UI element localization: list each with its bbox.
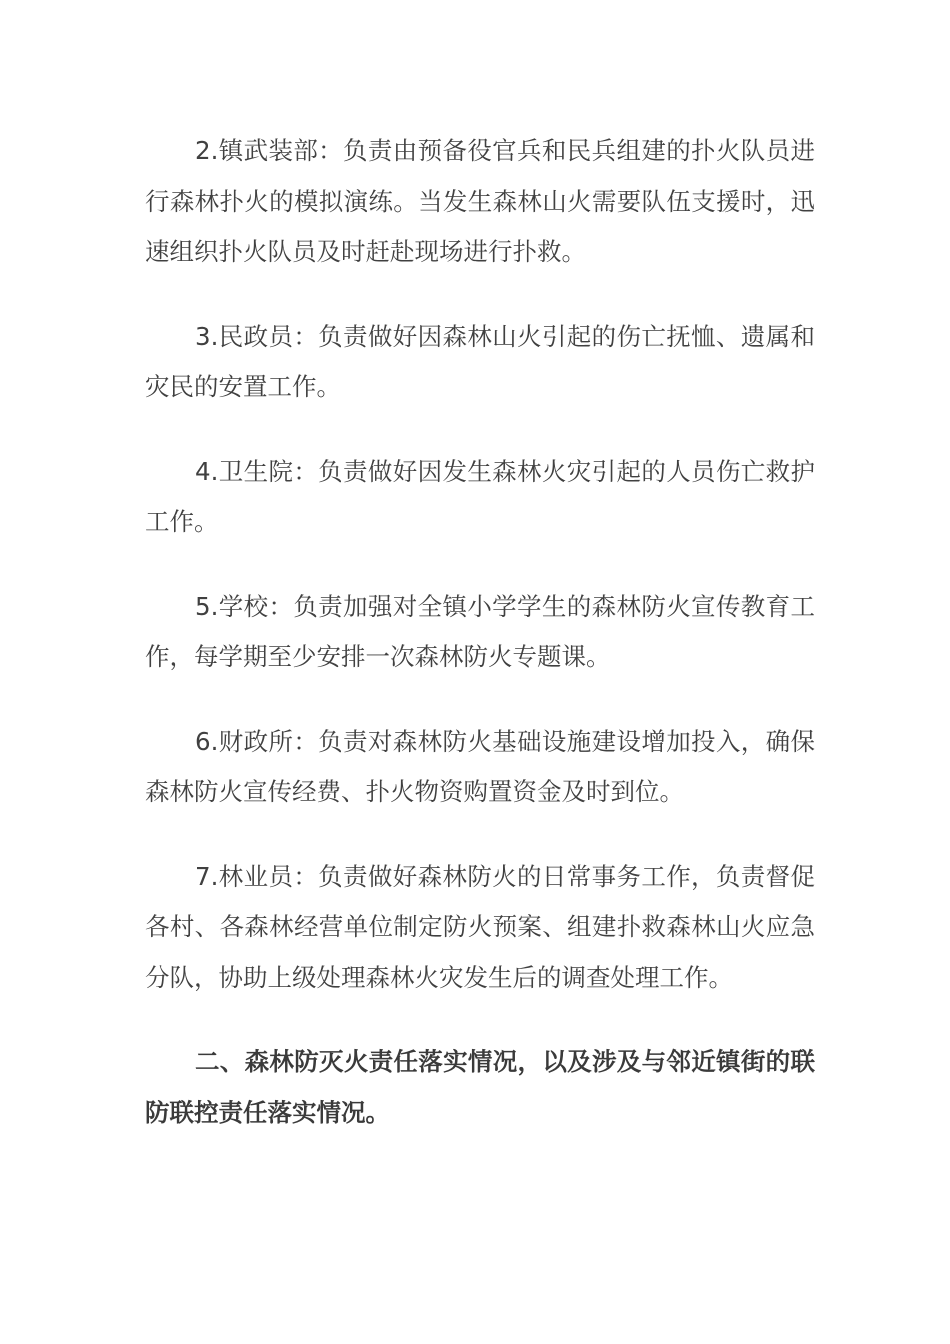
paragraph-finance-office: 6.财政所：负责对森林防火基础设施建设增加投入，确保森林防火宣传经费、扑火物资购置资金及时到位。 (145, 726, 815, 806)
document-body (145, 126, 815, 1172)
paragraph-civil-affairs-officer: 3.民政员：负责做好因森林山火引起的伤亡抚恤、遗属和灾民的安置工作。 (145, 321, 815, 401)
paragraph-school: 5.学校：负责加强对全镇小学学生的森林防火宣传教育工作，每学期至少安排一次森林防火专题课。 (145, 591, 815, 671)
paragraph-health-center: 4.卫生院：负责做好因发生森林火灾引起的人员伤亡救护工作。 (145, 456, 815, 536)
paragraph-armed-forces-department: 2.镇武装部：负责由预备役官兵和民兵组建的扑火队员进行森林扑火的模拟演练。当发生森林山火需要队伍支援时，迅速组织扑火队员及时赶赴现场进行扑救。 (145, 136, 815, 266)
paragraph-forestry-officer: 7.林业员：负责做好森林防火的日常事务工作，负责督促各村、各森林经营单位制定防火预案、组建扑救森林山火应急分队，协助上级处理森林火灾发生后的调查处理工作。 (145, 861, 815, 992)
section-heading: 二、森林防灭火责任落实情况，以及涉及与邻近镇街的联防联控责任落实情况。 (145, 1047, 815, 1127)
